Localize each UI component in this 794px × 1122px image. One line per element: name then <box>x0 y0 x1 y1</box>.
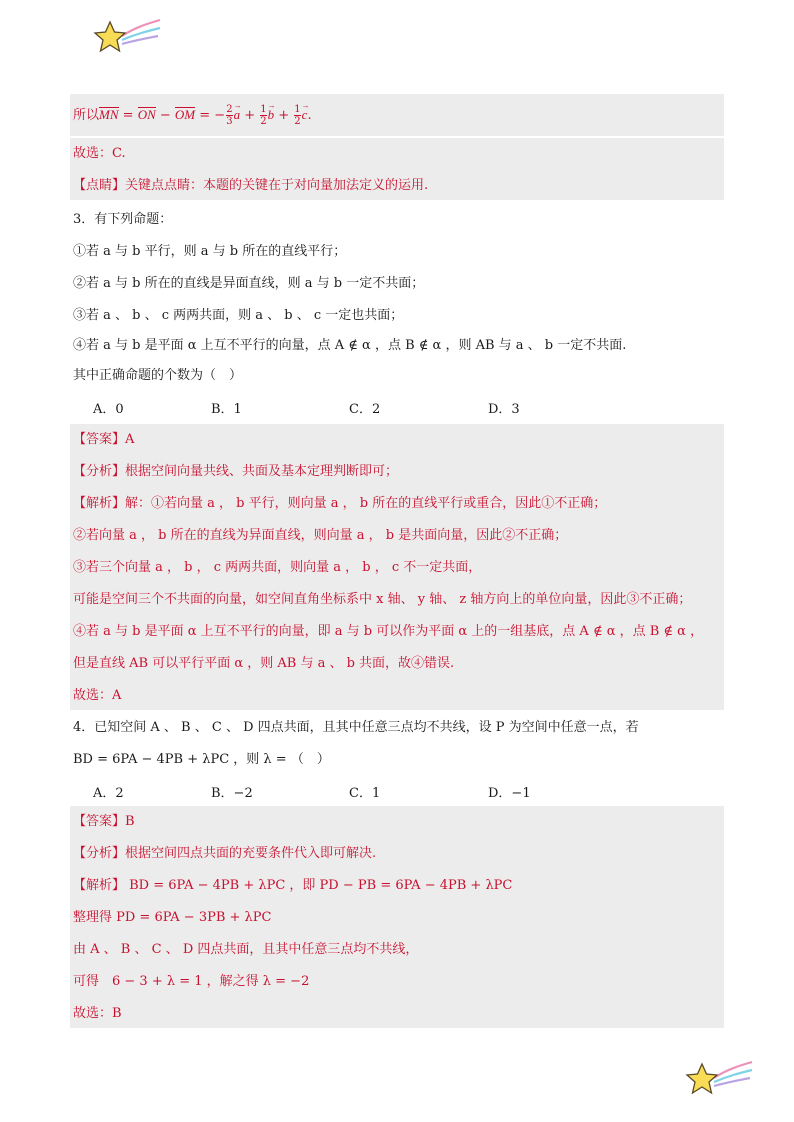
q4-jiexi-2: 整理得 PD = 6PA − 3PB + λPC <box>73 910 272 925</box>
q4-option-b: B．−2 <box>211 786 253 801</box>
q3-statement-2: ②若 a 与 b 所在的直线是异面直线，则 a 与 b 一定不共面； <box>73 276 425 291</box>
q4-stem-2: BD = 6PA − 4PB + λPC ，则 λ = （ ） <box>73 752 330 767</box>
shooting-star-icon <box>684 1056 756 1100</box>
q3-analysis: 【分析】根据空间向量共线、共面及基本定理判断即可； <box>73 464 399 479</box>
q3-option-c: C．2 <box>349 402 381 417</box>
q3-jiexi-2: ②若向量 a ， b 所在的直线为异面直线，则向量 a ， b 是共面向量，因此②不正确； <box>73 528 568 543</box>
q3-ask: 其中正确命题的个数为（ ） <box>73 368 243 383</box>
equation-line: 所以MN = ON − OM = − $\frac{2}{3}$ → a + $\frac{1}{2}$ → b + $\frac{1}{2}$ → c. <box>73 104 312 127</box>
q4-option-d: D．−1 <box>488 786 531 801</box>
q3-jiexi-5: ④若 a 与 b 是平面 α 上互不平行的向量，即 a 与 b 可以作为平面 α 上的一组基底，点 A ∉ α ，点 B ∉ α ， <box>73 624 704 639</box>
q4-option-a: A．2 <box>93 786 124 801</box>
q3-final: 故选：A <box>73 688 122 703</box>
q3-option-a: A．0 <box>93 402 124 417</box>
q4-option-c: C．1 <box>349 786 381 801</box>
q4-final: 故选：B <box>73 1006 122 1021</box>
q2-answer: 故选：C. <box>73 146 126 161</box>
q3-statement-1: ①若 a 与 b 平行，则 a 与 b 所在的直线平行； <box>73 244 347 259</box>
q3-jiexi-3: ③若三个向量 a ， b ， c 两两共面，则向量 a ， b ， c 不一定共面， <box>73 560 482 575</box>
q4-options <box>93 782 553 802</box>
q4-analysis: 【分析】根据空间四点共面的充要条件代入即可解决. <box>73 846 377 861</box>
q4-jiexi-3: 由 A 、 B 、 C 、 D 四点共面，且其中任意三点均不共线， <box>73 942 419 957</box>
q3-jiexi-1: 【解析】解：①若向量 a ， b 平行，则向量 a ， b 所在的直线平行或重合，因此①不正确； <box>73 496 607 511</box>
q3-answer: 【答案】A <box>73 432 135 447</box>
q4-answer: 【答案】B <box>73 814 135 829</box>
q3-statement-4: ④若 a 与 b 是平面 α 上互不平行的向量，点 A ∉ α ，点 B ∉ α ，则 AB 与 a 、 b 一定不共面. <box>73 338 627 353</box>
q2-dianjing: 【点睛】关键点点睛：本题的关键在于对向量加法定义的运用. <box>73 178 429 193</box>
q3-jiexi-4: 可能是空间三个不共面的向量，如空间直角坐标系中 x 轴、 y 轴、 z 轴方向上的单位向量，因此③不正确； <box>73 592 692 607</box>
q4-stem-1: 4．已知空间 A 、 B 、 C 、 D 四点共面，且其中任意三点均不共线，设 P 为空间中任意一点，若 <box>73 720 639 735</box>
q3-options <box>93 398 553 418</box>
q4-jiexi-1: 【解析】 BD = 6PA − 4PB + λPC ，即 PD − PB = 6PA − 4PB + λPC <box>73 878 513 893</box>
q3-jiexi-6: 但是直线 AB 可以平行平面 α ，则 AB 与 a 、 b 共面，故④错误. <box>73 656 455 671</box>
q3-stem: 3．有下列命题： <box>73 212 173 227</box>
q3-option-d: D．3 <box>488 402 520 417</box>
q3-option-b: B．1 <box>211 402 242 417</box>
q4-jiexi-4: 可得 6 − 3 + λ = 1 ，解之得 λ = −2 <box>73 974 310 989</box>
shooting-star-icon <box>92 14 164 58</box>
q3-statement-3: ③若 a 、 b 、 c 两两共面，则 a 、 b 、 c 一定也共面； <box>73 308 404 323</box>
